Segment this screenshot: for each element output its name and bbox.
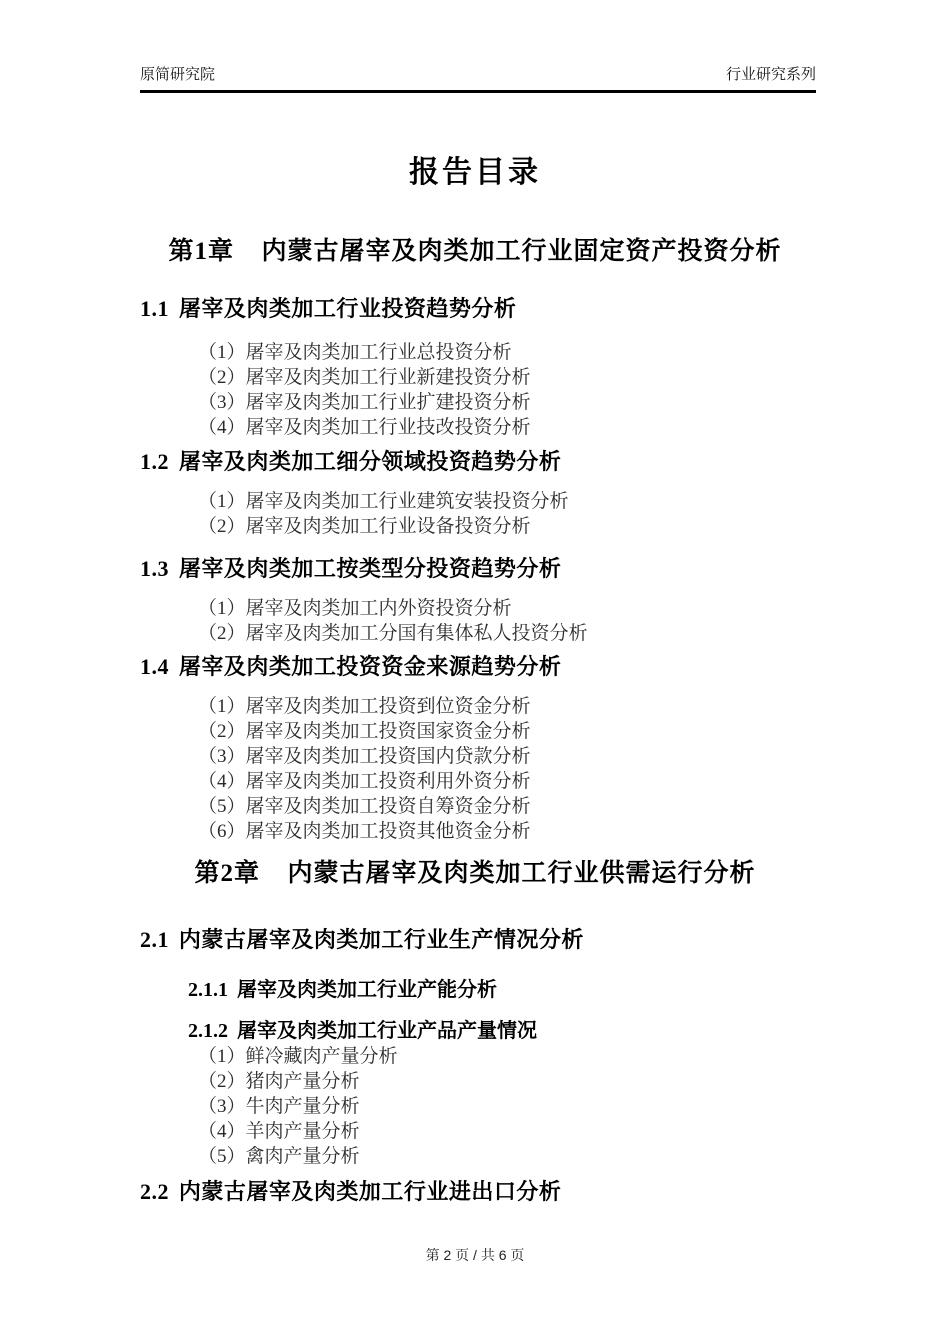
section-title: 内蒙古屠宰及肉类加工行业生产情况分析 (178, 927, 584, 952)
toc-item: （2）猪肉产量分析 (198, 1071, 360, 1092)
toc-item: （3）屠宰及肉类加工行业扩建投资分析 (198, 392, 531, 413)
header-left-label: 原简研究院 (140, 66, 216, 83)
toc-item: （1）屠宰及肉类加工行业建筑安装投资分析 (198, 491, 569, 512)
section-title: 内蒙古屠宰及肉类加工行业进出口分析 (178, 1179, 562, 1204)
section-heading (140, 298, 516, 320)
header-right-label: 行业研究系列 (725, 66, 816, 83)
subsection-title: 屠宰及肉类加工行业产品产量情况 (237, 1020, 537, 1042)
toc-item-list (198, 596, 588, 646)
toc-item: （1）屠宰及肉类加工内外资投资分析 (198, 598, 512, 619)
toc-item: （4）屠宰及肉类加工行业技改投资分析 (198, 417, 531, 438)
subsection-number: 2.1.1 (188, 979, 228, 1001)
page-header (140, 66, 816, 93)
toc-item: （2）屠宰及肉类加工行业新建投资分析 (198, 367, 531, 388)
section-number: 2.1 (140, 927, 169, 952)
toc-item: （1）鲜冷藏肉产量分析 (198, 1046, 398, 1067)
toc-item: （1）屠宰及肉类加工投资到位资金分析 (198, 696, 531, 717)
chapter-number: 第2章 (194, 860, 260, 887)
toc-item: （2）屠宰及肉类加工分国有集体私人投资分析 (198, 623, 588, 644)
subsection-heading (188, 980, 497, 1001)
toc-item: （5）禽肉产量分析 (198, 1146, 360, 1167)
chapter-heading (0, 861, 950, 887)
subsection-heading (188, 1021, 537, 1042)
section-heading (140, 451, 561, 473)
toc-item: （6）屠宰及肉类加工投资其他资金分析 (198, 821, 531, 842)
section-number: 1.3 (140, 556, 169, 581)
toc-item: （4）羊肉产量分析 (198, 1121, 360, 1142)
toc-item-list (198, 489, 569, 539)
doc-title: 报告目录 (409, 156, 541, 189)
chapter-number: 第1章 (168, 238, 234, 265)
section-number: 1.2 (140, 449, 169, 474)
subsection-title: 屠宰及肉类加工行业产能分析 (237, 979, 497, 1001)
section-heading (140, 929, 584, 951)
section-heading (140, 656, 561, 678)
toc-item-list (198, 340, 531, 440)
section-title: 屠宰及肉类加工按类型分投资趋势分析 (178, 556, 562, 581)
toc-item: （4）屠宰及肉类加工投资利用外资分析 (198, 771, 531, 792)
toc-item: （2）屠宰及肉类加工行业设备投资分析 (198, 516, 531, 537)
chapter-heading (0, 239, 950, 265)
page-number-label: 第 2 页 / 共 6 页 (425, 1247, 525, 1263)
section-heading (140, 558, 561, 580)
toc-item: （3）屠宰及肉类加工投资国内贷款分析 (198, 746, 531, 767)
toc-item: （1）屠宰及肉类加工行业总投资分析 (198, 342, 512, 363)
section-title: 屠宰及肉类加工投资资金来源趋势分析 (178, 654, 562, 679)
section-number: 2.2 (140, 1179, 169, 1204)
subsection-number: 2.1.2 (188, 1020, 228, 1042)
toc-item: （3）牛肉产量分析 (198, 1096, 360, 1117)
section-number: 1.1 (140, 296, 169, 321)
chapter-title: 内蒙古屠宰及肉类加工行业固定资产投资分析 (261, 238, 782, 265)
section-title: 屠宰及肉类加工行业投资趋势分析 (178, 296, 517, 321)
section-number: 1.4 (140, 654, 169, 679)
toc-item-list (198, 694, 531, 844)
toc-item: （2）屠宰及肉类加工投资国家资金分析 (198, 721, 531, 742)
toc-item-list (198, 1044, 398, 1169)
toc-item: （5）屠宰及肉类加工投资自筹资金分析 (198, 796, 531, 817)
section-heading (140, 1181, 561, 1203)
section-title: 屠宰及肉类加工细分领域投资趋势分析 (178, 449, 562, 474)
chapter-title: 内蒙古屠宰及肉类加工行业供需运行分析 (287, 860, 756, 887)
